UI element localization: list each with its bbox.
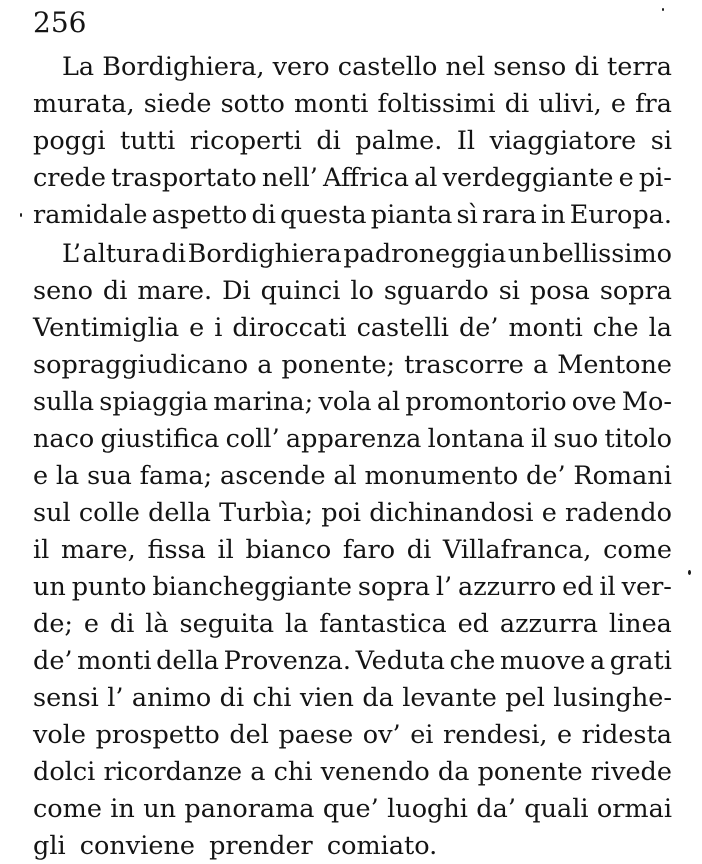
word: dolci — [33, 757, 96, 787]
word: sguardo — [383, 276, 489, 306]
word: ei — [410, 720, 434, 750]
word: linea — [608, 609, 672, 639]
word: terra — [607, 52, 672, 82]
word: un — [507, 239, 541, 269]
word: suo — [553, 424, 599, 454]
word: azzurra — [499, 609, 598, 639]
word: Provenza. — [223, 646, 351, 676]
word: ridesta — [581, 720, 672, 750]
text-line — [33, 347, 672, 383]
word: marina; — [213, 387, 314, 417]
word: Ventimiglia — [33, 313, 180, 343]
word: vole — [33, 720, 87, 750]
word: chi — [273, 757, 313, 787]
word: e — [33, 461, 49, 491]
text-line — [62, 236, 672, 272]
word: a — [257, 350, 273, 380]
word: della — [148, 498, 211, 528]
text-line — [33, 606, 672, 642]
ink-speck — [662, 8, 664, 11]
word: murata, — [33, 89, 135, 119]
word: promontorio — [405, 387, 567, 417]
word: Europa. — [569, 200, 672, 230]
word: l’ — [435, 572, 453, 602]
word: ponente; — [281, 350, 395, 380]
ink-speck — [688, 570, 691, 575]
word: naco — [33, 424, 95, 454]
word: di — [109, 609, 135, 639]
word: di — [406, 535, 432, 565]
word: al — [414, 163, 438, 193]
word: faro — [342, 535, 396, 565]
word: trasportato — [111, 163, 257, 193]
word: rendesi, — [443, 720, 548, 750]
word: di — [574, 52, 599, 82]
word: quali — [524, 794, 589, 824]
word: viaggiatore — [489, 126, 637, 156]
word: paese — [278, 720, 354, 750]
word: altura — [82, 239, 160, 269]
text-line — [33, 160, 672, 196]
word: sopra — [357, 572, 431, 602]
word: spiaggia — [99, 387, 209, 417]
word: Di — [222, 276, 251, 306]
word: a — [250, 757, 266, 787]
word: ricoperti — [189, 126, 302, 156]
word: vero — [272, 52, 330, 82]
word: della — [156, 646, 220, 676]
word: il — [33, 535, 50, 565]
word: crede — [33, 163, 106, 193]
word: chi — [252, 683, 292, 713]
word: di — [316, 126, 341, 156]
word: fama; — [139, 461, 213, 491]
word: ver- — [621, 572, 672, 602]
word: fra — [635, 89, 672, 119]
word: Bordighiera, — [102, 52, 265, 82]
word: sotto — [220, 89, 285, 119]
word: punto — [71, 572, 147, 602]
word: si — [498, 276, 520, 306]
word: La — [62, 52, 95, 82]
word: bianco — [245, 535, 332, 565]
word: giustifica — [100, 424, 220, 454]
word: da — [362, 683, 394, 713]
word: Il — [456, 126, 476, 156]
word: radendo — [565, 498, 672, 528]
word: e — [189, 313, 205, 343]
word: quinci — [260, 276, 341, 306]
word: la — [55, 461, 80, 491]
word: dichinandosi — [369, 498, 534, 528]
text-line — [33, 754, 672, 790]
word: pel — [505, 683, 545, 713]
word: seguita — [179, 609, 275, 639]
word: prospetto — [95, 720, 220, 750]
word: lo — [350, 276, 374, 306]
word: padroneggia — [343, 239, 507, 269]
text-line — [33, 569, 672, 605]
word: e — [618, 163, 634, 193]
text-line — [33, 495, 672, 531]
word: questa — [280, 200, 367, 230]
word: e — [557, 720, 573, 750]
word: ed — [457, 609, 489, 639]
text-line — [33, 791, 672, 827]
word: ulivi, — [538, 89, 602, 119]
word: titolo — [604, 424, 672, 454]
word: mare. — [137, 276, 213, 306]
word: al — [333, 461, 357, 491]
word: de’ — [458, 313, 499, 343]
word: palme. — [355, 126, 443, 156]
word: sulla — [33, 387, 95, 417]
word: fantastica — [319, 609, 447, 639]
word: levante — [402, 683, 497, 713]
word: sul — [33, 498, 71, 528]
word: castello — [337, 52, 438, 82]
word: fissa — [147, 535, 206, 565]
word: che — [449, 646, 496, 676]
word: e — [610, 89, 626, 119]
word: senso — [493, 52, 567, 82]
word: e — [83, 609, 99, 639]
word: tutti — [119, 126, 176, 156]
word: Veduta — [355, 646, 445, 676]
word: monumento — [364, 461, 519, 491]
word: rara — [481, 200, 537, 230]
word: Romani — [573, 461, 672, 491]
word: monti — [508, 313, 583, 343]
text-line — [33, 458, 672, 494]
word: biancheggiante — [152, 572, 353, 602]
text-line — [33, 123, 672, 159]
word: conviene — [79, 831, 195, 861]
text-line — [33, 197, 672, 233]
word: nel — [445, 52, 486, 82]
word: animo — [131, 683, 212, 713]
word: ascende — [220, 461, 326, 491]
word: e — [541, 498, 557, 528]
word: al — [376, 387, 401, 417]
word: comiato. — [326, 831, 438, 861]
word: ed — [562, 572, 594, 602]
word: la — [648, 313, 672, 343]
ink-speck — [20, 213, 22, 217]
word: que’ — [322, 794, 379, 824]
word: diroccati — [232, 313, 347, 343]
word: luoghi — [387, 794, 468, 824]
text-line — [33, 310, 672, 346]
word: poggi — [33, 126, 106, 156]
word: l’ — [107, 683, 124, 713]
word: coll’ — [225, 424, 280, 454]
text-line — [33, 828, 437, 864]
word: ricordanze — [103, 757, 243, 787]
word: ramidale — [33, 200, 148, 230]
word: sua — [87, 461, 132, 491]
text-line — [33, 643, 672, 679]
word: verdeggiante — [442, 163, 614, 193]
word: Turbìa; — [219, 498, 314, 528]
word: il — [530, 424, 548, 454]
word: che — [592, 313, 639, 343]
text-line — [33, 532, 672, 568]
word: de; — [33, 609, 74, 639]
text-line — [33, 273, 672, 309]
word: vien — [299, 683, 354, 713]
word: sopra — [599, 276, 672, 306]
word: siede — [143, 89, 212, 119]
word: bellissimo — [542, 239, 672, 269]
word: a — [589, 646, 606, 676]
word: poi — [321, 498, 362, 528]
word: seno — [33, 276, 93, 306]
word: in — [540, 200, 566, 230]
word: Bordighiera — [187, 239, 342, 269]
word: la — [284, 609, 309, 639]
word: sì — [456, 200, 478, 230]
word: trascorre — [404, 350, 524, 380]
word: il — [599, 572, 616, 602]
word: foltissimi — [377, 89, 496, 119]
word: da’ — [476, 794, 516, 824]
word: gli — [33, 831, 66, 861]
word: pi- — [638, 163, 672, 193]
text-line — [33, 717, 672, 753]
text-line — [33, 384, 672, 420]
word: di — [219, 683, 245, 713]
word: là — [145, 609, 169, 639]
word: Villafranca, — [442, 535, 592, 565]
word: grati — [609, 646, 672, 676]
word: Affrica — [323, 163, 409, 193]
text-line — [62, 49, 672, 85]
page-number: 256 — [33, 6, 87, 39]
word: i — [214, 313, 223, 343]
word: del — [229, 720, 269, 750]
word: nell’ — [261, 163, 318, 193]
word: in — [110, 794, 135, 824]
word: L’ — [62, 239, 81, 269]
word: de’ — [33, 646, 73, 676]
word: vola — [318, 387, 372, 417]
word: venendo — [320, 757, 430, 787]
word: castelli — [356, 313, 449, 343]
word: di — [251, 200, 276, 230]
word: panorama — [184, 794, 315, 824]
word: monti — [77, 646, 152, 676]
word: posa — [529, 276, 590, 306]
word: come — [33, 794, 102, 824]
word: pianta — [370, 200, 453, 230]
word: come — [603, 535, 672, 565]
word: monti — [294, 89, 369, 119]
word: un — [33, 572, 66, 602]
word: Mentone — [557, 350, 672, 380]
word: lusinghe- — [553, 683, 672, 713]
word: rivede — [590, 757, 672, 787]
word: muove — [499, 646, 586, 676]
word: prender — [209, 831, 313, 861]
text-line — [33, 680, 672, 716]
word: di — [102, 276, 128, 306]
word: ove — [571, 387, 617, 417]
word: ormai — [596, 794, 672, 824]
word: ponente — [477, 757, 583, 787]
word: ov’ — [362, 720, 401, 750]
word: Mo- — [621, 387, 672, 417]
word: di — [504, 89, 530, 119]
word: sensi — [33, 683, 99, 713]
word: de’ — [526, 461, 566, 491]
word: sopraggiudicano — [33, 350, 249, 380]
text-line — [33, 86, 672, 122]
word: colle — [78, 498, 140, 528]
word: azzurro — [458, 572, 557, 602]
word: di — [161, 239, 186, 269]
word: apparenza — [285, 424, 422, 454]
word: il — [217, 535, 234, 565]
word: aspetto — [151, 200, 248, 230]
word: un — [143, 794, 177, 824]
word: lontana — [427, 424, 525, 454]
word: a — [532, 350, 549, 380]
text-line — [33, 421, 672, 457]
word: da — [437, 757, 470, 787]
word: si — [650, 126, 672, 156]
word: mare, — [60, 535, 136, 565]
